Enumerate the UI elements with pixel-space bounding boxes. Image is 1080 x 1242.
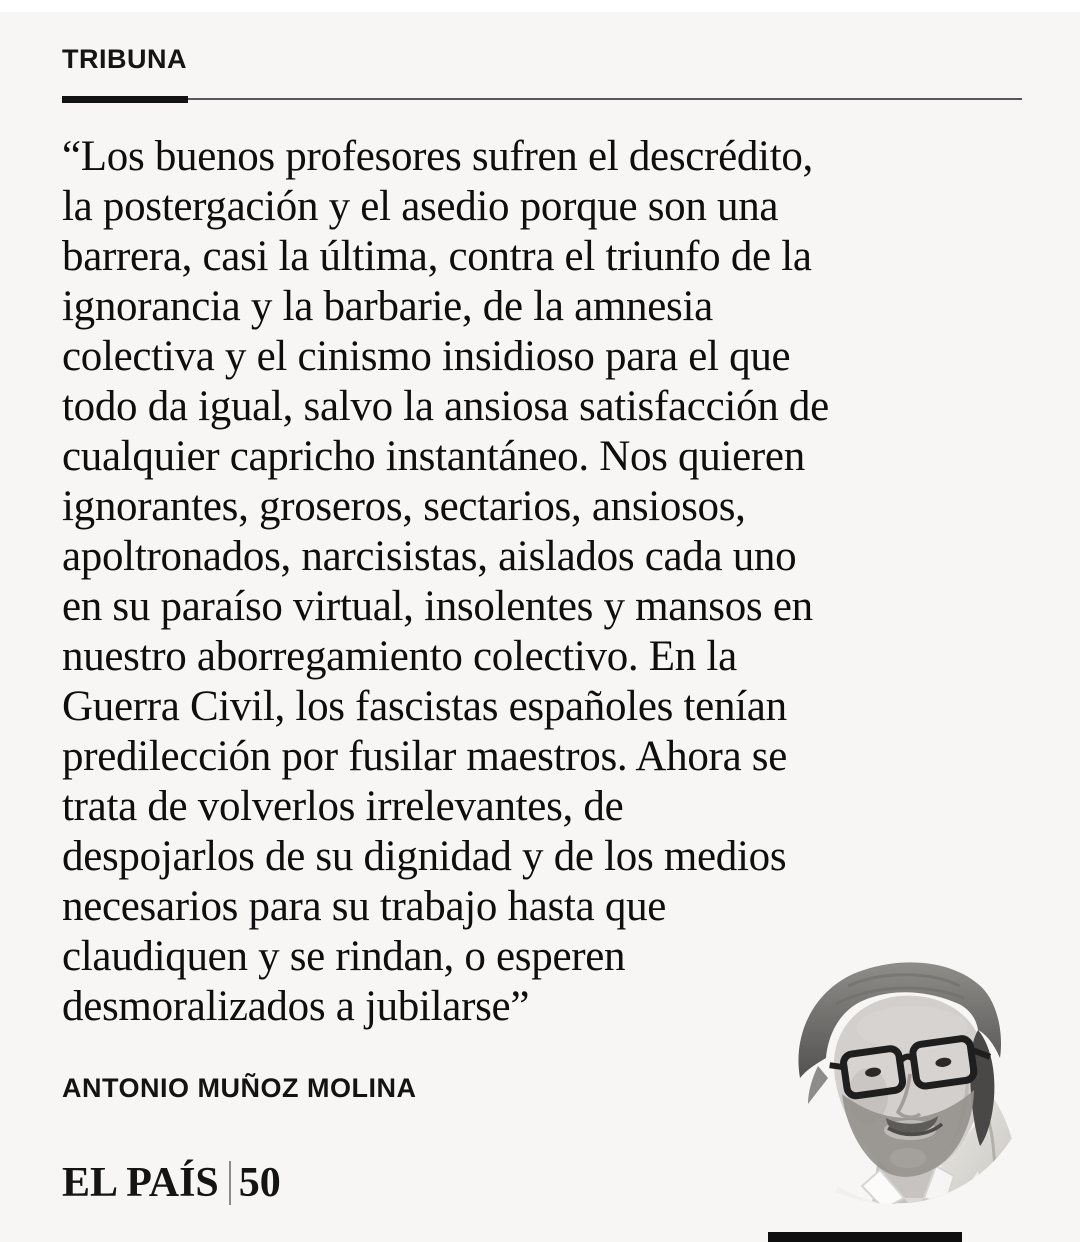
section-label: TRIBUNA [62,44,187,74]
quote-line: apoltronados, narcisistas, aislados cada uno [62,533,797,580]
top-white-strip [0,0,1080,12]
rule-thick-segment [62,96,188,103]
quote-line: predilección por fusilar maestros. Ahora se [62,733,788,780]
brand-wordmark: EL PAÍS [62,1160,219,1206]
quote-line: necesarios para su trabajo hasta que [62,883,667,930]
quote-line: “Los buenos profesores sufren el descrédito, [62,133,813,180]
bottom-black-bar [768,1232,962,1242]
quote-line: nuestro aborregamiento colectivo. En la [62,633,737,680]
author-name: ANTONIO MUÑOZ MOLINA [62,1073,417,1103]
brand-anniversary-number: 50 [238,1160,281,1206]
quote-line: ignorancia y la barbarie, de la amnesia [62,283,713,330]
quote-line: ignorantes, groseros, sectarios, ansiosos, [62,483,746,530]
quote-line: trata de volverlos irrelevantes, de [62,783,624,830]
quote-line: la postergación y el asedio porque son una [62,183,779,230]
portrait-photo [788,946,1020,1210]
quote-line: colectiva y el cinismo insidioso para el que [62,333,791,380]
quote-line: Guerra Civil, los fascistas españoles tenían [62,683,787,730]
quote-line: en su paraíso virtual, insolentes y mansos en [62,583,813,630]
quote-line: cualquier capricho instantáneo. Nos quieren [62,433,805,480]
pull-quote [62,132,1022,1032]
section-rule [62,95,1022,103]
quote-line: despojarlos de su dignidad y de los medios [62,833,787,880]
brand-divider [229,1161,231,1205]
rule-thin-segment [188,98,1022,100]
quote-line: claudiquen y se rindan, o esperen [62,933,626,980]
portrait-illustration [788,946,1020,1210]
quote-line: desmoralizados a jubilarse” [62,983,530,1030]
quote-line: barrera, casi la última, contra el triunfo de la [62,233,812,280]
quote-line: todo da igual, salvo la ansiosa satisfacción de [62,383,829,430]
